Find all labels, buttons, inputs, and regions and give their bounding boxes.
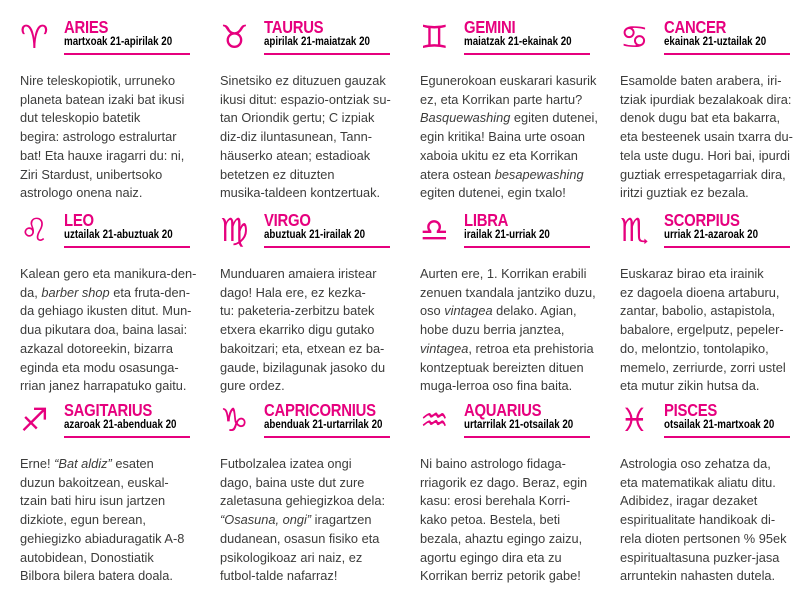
sign-title-block: [264, 18, 390, 55]
sign-title-block: [464, 211, 590, 248]
sign-horoscope-text: Erne! “Bat aldiz” esaten duzun bakoitzean, euskal- tzain bati hiru isun jartzen dizkiote, egun berean, gehiegizko abiaduragatik A-8 autobidean, Donostiatik Bilbora bilera batera doala.: [20, 456, 185, 584]
libra-icon: ♎: [420, 211, 449, 249]
sign-header: [620, 18, 790, 56]
sign-header: [220, 18, 390, 56]
sign-horoscope-text: Astrologia oso zehatza da, eta matematikak aliatu ditu. Adibidez, iragar dezaket espiritualitate handikoak di- rela dioten pertsonen % 95ek espiritualtasuna puzker-jasa arruntekin nahasten dutela.: [620, 456, 787, 584]
sign-title-block: [64, 211, 190, 248]
sign-title-block: [464, 18, 590, 55]
horoscope-sagitarius: [20, 401, 190, 586]
sign-dates: abuztuak 21-irailak 20: [264, 229, 366, 241]
sign-header: [420, 211, 590, 249]
gemini-icon: ♊: [420, 18, 449, 56]
sign-title-block: [664, 18, 790, 55]
horoscope-taurus: [220, 18, 390, 211]
sign-title: VIRGO: [264, 210, 311, 230]
sign-title: LIBRA: [464, 210, 509, 230]
horoscope-aries: [20, 18, 190, 211]
horoscope-grid: [20, 17, 793, 586]
sign-dates: abenduak 21-urtarrilak 20: [264, 419, 383, 431]
sign-header: [220, 211, 390, 249]
sign-title-block: [464, 401, 590, 438]
sign-title: ARIES: [64, 17, 109, 37]
sign-title: CAPRICORNIUS: [264, 400, 376, 420]
horoscope-cancer: [620, 17, 793, 211]
horoscope-gemini: [420, 17, 598, 211]
taurus-icon: ♉: [220, 18, 249, 56]
sign-horoscope-text: Kalean gero eta manikura-den- da, barber shop eta fruta-den- da gehiago ikusten ditut. Mun- dua pikutara doa, baina lasai: azkazal dotoreekin, bizarra eginda eta modu osasunga- rrian janez harrapatuko gaitu.: [20, 266, 197, 394]
sign-header: [20, 401, 190, 439]
horoscope-capricornius: [220, 401, 390, 586]
sign-header: [420, 18, 590, 56]
sign-dates: apirilak 21-maiatzak 20: [264, 36, 370, 48]
sign-title-block: [264, 211, 390, 248]
sign-title-block: [664, 401, 790, 438]
sign-header: [220, 401, 390, 439]
sign-title: SAGITARIUS: [64, 400, 153, 420]
sign-dates: urtarrilak 21-otsailak 20: [464, 419, 574, 431]
capricornius-icon: ♑: [220, 401, 249, 439]
sagitarius-icon: ♐: [20, 401, 49, 439]
horoscope-scorpius: [620, 211, 790, 401]
sign-header: [20, 211, 190, 249]
sign-dates: azaroak 21-abenduak 20: [64, 419, 177, 431]
sign-horoscope-text: Futbolzalea izatea ongi dago, baina uste dut zure zaletasuna gehiegizkoa dela: “Osasuna, ongi” iragartzen dudanean, osasun fisiko eta psikologikoaz ari naiz, ez futbol-talde nafarraz!: [220, 456, 386, 584]
sign-title: LEO: [64, 210, 94, 230]
sign-title-block: [264, 401, 390, 438]
sign-header: [20, 18, 190, 56]
sign-title: GEMINI: [464, 17, 516, 37]
sign-dates: irailak 21-urriak 20: [464, 229, 550, 241]
virgo-icon: ♍: [220, 211, 249, 249]
aries-icon: ♈: [20, 18, 49, 56]
sign-dates: urriak 21-azaroak 20: [664, 229, 759, 241]
pisces-icon: ♓: [620, 401, 649, 439]
sign-dates: uztailak 21-abuztuak 20: [64, 229, 173, 241]
sign-title-block: [664, 211, 790, 248]
sign-horoscope-text: Munduaren amaiera iristear dago! Hala ere, ez kezka- tu: paketeria-zerbitzu batek etxera ekarriko digu gutako bakoitzari; eta, etxean ez ba- gaude, bizilagunak jasoko du gure ordez.: [220, 266, 386, 394]
sign-header: [620, 211, 790, 249]
sign-dates: otsailak 21-martxoak 20: [664, 419, 775, 431]
sign-title: TAURUS: [264, 17, 324, 37]
sign-title: AQUARIUS: [464, 400, 542, 420]
sign-title: CANCER: [664, 17, 727, 37]
sign-header: [620, 401, 790, 439]
sign-horoscope-text: Aurten ere, 1. Korrikan erabili zenuen txandala jantziko duzu, oso vintagea delako. Agian, hobe duzu berria janztea, vintagea, retroa eta prehistoria kontzeptuak bereizten dituen muga-lerroa oso fina baita.: [420, 266, 596, 394]
sign-title-block: [64, 401, 190, 438]
sign-title: PISCES: [664, 400, 718, 420]
sign-dates: ekainak 21-uztailak 20: [664, 36, 767, 48]
horoscope-libra: [420, 210, 596, 401]
sign-dates: martxoak 21-apirilak 20: [64, 36, 173, 48]
horoscope-leo: [20, 210, 197, 401]
leo-icon: ♌: [20, 211, 49, 249]
aquarius-icon: ♒: [420, 401, 449, 439]
cancer-icon: ♋: [620, 18, 649, 56]
sign-horoscope-text: Nire teleskopiotik, urruneko planeta batean izaki bat ikusi dut teleskopio batetik begira: astrologo estralurtar bat! Eta hauxe iragarri du: ni, Ziri Stardust, unibertsoko astrologo onena naiz.: [20, 73, 185, 201]
sign-horoscope-text: Ni baino astrologo fidaga- rriagorik ez dago. Beraz, egin kasu: erosi berehala Korri- kako petoa. Bestela, beti bezala, ahaztu egingo zaizu, agortu egingo dira eta zu Korrikan berriz petorik gabe!: [420, 456, 588, 584]
horoscope-virgo: [220, 211, 390, 401]
sign-header: [420, 401, 590, 439]
scorpius-icon: ♏: [620, 211, 649, 249]
sign-horoscope-text: Esamolde baten arabera, iri- tziak ipurdiak bezalakoak dira: denok dugu bat eta bakarra, eta besteenek usain txarra du- tela uste dugu. Hori bai, ipurdi guztiak errespetagarriak dira, iritzi guztiak ez bezala.: [620, 73, 793, 201]
sign-horoscope-text: Egunerokoan euskarari kasurik ez, eta Korrikan parte hartu? Basquewashing egiten dutenei, egin kritika! Baina urte osoan xaboia ukitu ez eta Korrikan atera ostean besapewashing egiten dutenei, egin txalo!: [420, 73, 598, 201]
sign-horoscope-text: Sinetsiko ez dituzuen gauzak ikusi ditut: espazio-ontziak su- tan Oriondik gertu; C izpiak diz-diz iluntasunean, Tann- häuserko atean; estadioak betetzen ez dituzten musika-taldeen kontzertuak.: [220, 73, 391, 201]
sign-dates: maiatzak 21-ekainak 20: [464, 36, 572, 48]
sign-title: SCORPIUS: [664, 210, 740, 230]
sign-title-block: [64, 18, 190, 55]
horoscope-aquarius: [420, 401, 590, 586]
sign-horoscope-text: Euskaraz birao eta irainik ez dagoela dioena artaburu, zantar, babolio, astapistola, babalore, ergelputz, pepeler- do, melontzio, tontolapiko, memelo, zerriurde, zorri ustel eta mutur zikin hutsa da.: [620, 266, 786, 394]
horoscope-pisces: [620, 401, 790, 586]
